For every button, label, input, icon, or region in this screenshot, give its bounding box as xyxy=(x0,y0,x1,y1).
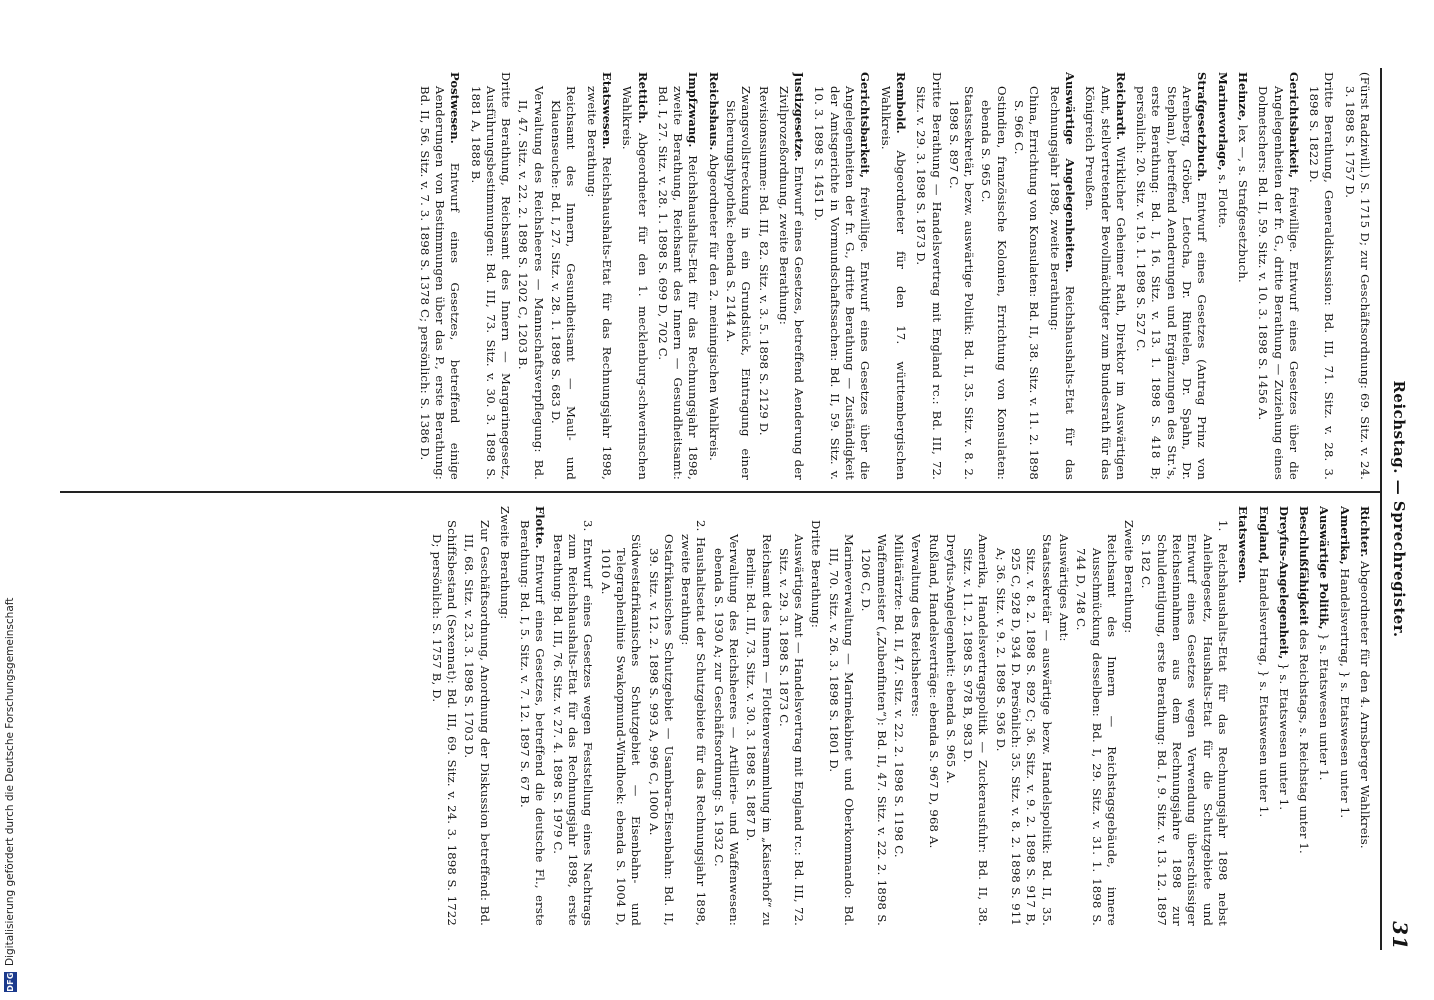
entry-text: Marineverwaltung — Marinekabinet und Oberkommando: Bd. III, 70. Sitz. v. 26. 3. 1898 S. 1801 D. xyxy=(826,534,857,926)
entry-keyword: Rettich. xyxy=(635,72,650,124)
right-column-entry xyxy=(1235,506,1250,926)
right-column-entry xyxy=(1357,506,1372,926)
footer-credit: Digitalisierung gefördert durch die Deutsche Forschungsgemeinschaft xyxy=(4,597,16,966)
left-column-entry xyxy=(583,72,614,480)
entry-text: Ostindien, französische Kolonien, Errichtung von Konsulaten: ebenda S. 965 C. xyxy=(979,86,1009,480)
right-column-entry xyxy=(1138,506,1230,926)
left-column-entry xyxy=(467,72,513,480)
entry-text: Dritte Berathung: xyxy=(809,520,824,629)
entry-text: Verwaltung des Reichsheeres — Mannschaftsverpflegung: Bd. II, 47. Sitz. v. 22. 2. 1898 S. 1202 C, 1203 B. xyxy=(516,86,546,480)
entry-text: Dritte Berathung — Handelsvertrag mit England rc.: Bd. III, 72. Sitz. v. 29. 3. 1898 S. 1873 D. xyxy=(914,72,944,480)
entry-text: Entwurf eines Gesetzes, betreffend die deutsche Fl., erste Berathung: Bd. I, 5. Sitz. v. 7. 12. 1897 S. 67 B. xyxy=(518,520,548,926)
entry-text: Staatssekretär, bezw. auswärtige Politik: Bd. II, 35. Sitz. v. 8. 2. 1898 S. 897 C. xyxy=(946,86,977,480)
entry-keyword: Auswärtige Politik, xyxy=(1317,506,1332,630)
right-column-entry xyxy=(1336,506,1351,926)
running-head-title: Reichstag. — Sprechregister. xyxy=(1390,380,1408,638)
right-column-entry xyxy=(858,506,889,926)
entry-text: Wirklicher Geheimer Rath, Direktor im Auswärtigen Amt, stellvertretender Bevollmächtigter zum Bundesrath für das Königreich Preußen. xyxy=(1083,86,1128,480)
entry-text: Abgeordneter für den 4. Arnsberger Wahlkreis. xyxy=(1358,561,1372,849)
right-column-entry xyxy=(645,506,676,926)
entry-text: Ostafrikanisches Schutzgebiet — Usambara-Eisenbahn: Bd. II, 39. Sitz. v. 12. 2. 1898 S. 993 A, 996 C, 1000 A. xyxy=(646,534,676,926)
entry-text: Reichshaushalts-Etat für das Rechnungsjahr 1898, zweite Berathung: xyxy=(1047,86,1077,480)
right-column-entry xyxy=(549,506,595,926)
entry-text: } s. Etatswesen unter 1. xyxy=(1317,633,1332,781)
entry-text: Abgeordneter für den 17. württembergischen Wahlkreis. xyxy=(878,86,908,480)
entry-text: Reichsamt des Innern — Flottenversammlung im „Kaiserhof“ zu Berlin: Bd. III, 73. Sitz. v. 30. 3. 1898 S. 1887 D. xyxy=(744,534,774,926)
right-column-entry xyxy=(1073,506,1119,926)
right-column-entry xyxy=(461,506,492,926)
left-column-entry xyxy=(755,72,770,480)
digitization-footer xyxy=(0,0,22,1000)
entry-text: Abgeordneter für den 1. mecklenburg-schwerinschen Wahlkreis. xyxy=(620,86,650,480)
right-column-entry xyxy=(1255,506,1270,926)
entry-text: Verwaltung des Reichsheeres: xyxy=(909,534,924,718)
left-column-entry xyxy=(1133,72,1209,480)
right-column-entry xyxy=(597,506,643,926)
entry-text: Handelsvertrag, } s. Etatswesen unter 1. xyxy=(1256,567,1271,818)
column-divider xyxy=(60,491,1380,493)
entry-text: Entwurf eines Gesetzes, betreffend Aenderung der Zivilprozeßordnung, zweite Berathung: xyxy=(776,86,807,480)
left-column-entry xyxy=(416,72,462,480)
right-column-entry xyxy=(1296,506,1311,926)
left-column-entry xyxy=(1082,72,1128,480)
entry-text: Handelsvertrag, } s. Etatswesen unter 1. xyxy=(1337,568,1352,819)
entry-text: Auswärtiges Amt — Handelsvertrag mit England rc.: Bd. III, 72. Sitz. v. 29. 3. 1898 S. 1873 C. xyxy=(776,534,807,926)
entry-text: freiwillige. Entwurf eines Gesetzes über die Angelegenheiten der fr. G., dritte Berathung — Zuziehung eines Dolmetschers: Bd. II, 59. Sitz. v. 10. 3. 1898 S. 1456 A. xyxy=(1256,86,1301,480)
right-column-entry xyxy=(808,506,823,926)
entry-text: Entwurf eines Gesetzes (Antrag Prinz von Arenberg, Gröber, Letocha, Dr. Rintelen, Dr. Spahn, Dr. Stephan), betreffend Aenderungen und Ergänzungen des Str.'s, erste Berathung: Bd. I, 16. Sitz. v. 13. 1. 1898 S. 418 B; persönlich: 20. Sitz. v. 19. 1. 1898 S. 527 C. xyxy=(1134,86,1210,480)
left-column-entry xyxy=(1011,72,1042,480)
entry-text: Militärärzte: Bd. II, 47. Sitz. v. 22. 2. 1898 S. 1198 C. xyxy=(891,534,906,858)
left-column-entry xyxy=(1235,72,1250,480)
left-column-entry xyxy=(978,72,1009,480)
entry-text: Waffenmeister („Zubenfinten“): Bd. II, 47. Sitz. v. 22. 2. 1898 S. 1206 C, D. xyxy=(859,534,889,926)
entry-keyword: Beschlußfähigkeit xyxy=(1297,506,1312,626)
entry-keyword: Strafgesetzbuch. xyxy=(1195,72,1210,182)
left-column-entry xyxy=(1046,72,1077,480)
left-column-entry xyxy=(705,72,720,480)
entry-keyword: Auswärtige Angelegenheiten. xyxy=(1062,72,1077,273)
entry-text: lex —, s. Strafgesetzbuch. xyxy=(1235,124,1250,283)
right-column-entry xyxy=(826,506,857,926)
entry-keyword: Gerichtsbarkeit, xyxy=(858,72,873,179)
left-column-entry xyxy=(1214,72,1229,480)
entry-keyword: Justizgesetze. xyxy=(792,72,807,162)
entry-text: (Fürst Radziwill.) S. 1715 D; zur Geschäftsordnung: 69. Sitz. v. 24. 3. 1898 S. 1757 D. xyxy=(1342,72,1372,480)
entry-keyword: Impfzwang. xyxy=(686,72,701,148)
left-column-entry xyxy=(946,72,977,480)
entry-keyword: Reichardt. xyxy=(1113,72,1128,141)
entry-text: Abgeordneter für den 2. meiningischen Wahlkreis. xyxy=(706,154,721,461)
entry-text: Verwaltung des Reichsheeres — Artillerie- und Waffenwesen: ebenda S. 1930 A; zur Geschäftsordnung: S. 1932 C. xyxy=(711,534,742,926)
left-column-entry xyxy=(723,72,754,480)
right-column-entry xyxy=(908,506,923,926)
right-column-entry xyxy=(1056,506,1071,926)
entry-text: Revisionssumme: Bd. III, 82. Sitz. v. 3. 5. 1898 S. 2129 D. xyxy=(756,86,771,436)
entry-text: Dritte Berathung, Generaldiskussion: Bd. III, 71. Sitz. v. 28. 3. 1898 S. 1822 D. xyxy=(1307,72,1337,480)
right-column-entry xyxy=(1316,506,1331,926)
entry-text: } s. Etatswesen unter 1. xyxy=(1276,662,1291,811)
left-column-entry xyxy=(548,72,579,480)
right-column-entry xyxy=(428,506,459,926)
left-column-entry xyxy=(515,72,546,480)
entry-text: Schiffsbestand (Sexennat): Bd. III, 69. Sitz. v. 24. 3. 1898 S. 1722 D; persönlich: S. 1757 B, D. xyxy=(429,520,459,926)
left-column-entry xyxy=(1306,72,1337,480)
left-column-entry xyxy=(913,72,944,480)
entry-text: Zweite Berathung: xyxy=(497,506,512,620)
entry-text: 2. Haushaltsetat der Schutzgebiete für das Rechnungsjahr 1898, zweite Berathung: xyxy=(679,520,709,926)
left-column xyxy=(60,72,1372,480)
left-column-entry xyxy=(1341,72,1372,480)
entry-keyword: Postwesen. xyxy=(448,72,463,144)
right-column-entry xyxy=(497,506,512,926)
entry-keyword: Etatswesen. xyxy=(1236,506,1251,584)
entry-text: Südwestafrikanisches Schutzgebiet — Eisenbahn- und Telegraphenlinie Swakopmund-Windhoek: ebenda S. 1004 D, 1010 A. xyxy=(598,534,644,926)
entry-text: Zweite Berathung: xyxy=(1122,520,1137,634)
entry-keyword: Heinze, xyxy=(1235,72,1250,122)
right-column-entry xyxy=(925,506,940,926)
entry-keyword: Richter. xyxy=(1358,506,1372,558)
left-column-entry xyxy=(619,72,650,480)
running-head xyxy=(1384,68,1416,950)
entry-keyword: Amerika, xyxy=(1337,506,1352,565)
entry-text: Zur Geschäftsordnung, Anordnung der Diskussion betreffend: Bd. III, 68. Sitz. v. 23. 3. 1898 S. 1703 D. xyxy=(462,520,492,926)
entry-text: Reichshaushalts-Etat für das Rechnungsjahr 1898, zweite Berathung: xyxy=(584,86,614,480)
entry-text: Dritte Berathung, Reichsamt des Innern — Margarinegesetz, Ausführungsbestimmungen: Bd. III, 73. Sitz. v. 30. 3. 1898 S. 1881 A, 1888 B. xyxy=(468,72,514,480)
entry-text: freiwillige. Entwurf eines Gesetzes über die Angelegenheiten der fr. G., dritte Berathung — Zuständigkeit der Amtsgerichte in Vormundschaftssachen: Bd. II, 59. Sitz. v. 10. 3. 1898 S. 1451 D. xyxy=(812,86,873,480)
entry-text: Reichsamt des Innern, Gesundheitsamt — Maul- und Klauenseuche: Bd. I, 27. Sitz. v. 28. 1. 1898 S. 683 D. xyxy=(549,86,579,480)
right-column-entry xyxy=(776,506,807,926)
right-column-entry xyxy=(517,506,548,926)
left-column-entry xyxy=(1255,72,1301,480)
entry-keyword: Reichshaus. xyxy=(706,72,721,151)
right-column-entry xyxy=(960,506,991,926)
right-column-entry xyxy=(1276,506,1291,926)
right-column-entry xyxy=(891,506,906,926)
entry-text: Rußland, Handelsverträge: ebenda S. 967 D, 968 A. xyxy=(926,534,941,849)
right-column-entry xyxy=(743,506,774,926)
entry-text: 3. Entwurf eines Gesetzes wegen Feststellung eines Nachtrags zum Reichshaushalts-Etat für das Rechnungsjahr 1898, erste Berathung: Bd. III, 76. Sitz. v. 27. 4. 1898 S. 1979 C. xyxy=(550,520,596,926)
entry-keyword: England, xyxy=(1256,506,1271,564)
left-column-entry xyxy=(776,72,807,480)
entry-keyword: Dreyfus-Angelegenheit, xyxy=(1276,506,1291,660)
entry-text: Zwangsvollstreckung in ein Grundstück, Eintragung einer Sicherungshypothek: ebenda S. 2144 A. xyxy=(724,86,754,480)
entry-text: Staatssekretär — auswärtige bezw. Handelspolitik: Bd. II, 35. Sitz. v. 8. 2. 1898 S. 892 C; 36. Sitz. v. 9. 2. 1898 S. 917 B, 925 C, 928 D, 934 D. Persönlich: 35. Sitz. v. 8. 2. 1898 S. 911 A; 36. Sitz. v. 9. 2. 1898 S. 936 D. xyxy=(993,534,1054,926)
entry-text: Reichsamt des Innern — Reichstagsgebäude, innere Ausschmückung desselben: Bd. I, 29. Sitz. v. 31. 1. 1898 S. 744 D, 748 C. xyxy=(1074,534,1119,926)
entry-text: 1. Reichshaushalts-Etat für das Rechnungsjahr 1898 nebst Anleihegesetz, Haushalts-Etat für die Schutzgebiete und Entwurf eines Gesetzes wegen Verwendung überschüssiger Reichseinnahmen aus dem Rechnungsjahre 1898 zur Schuldentilgung, erste Berathung: Bd. I, 9. Sitz. v. 13. 12. 1897 S. 182 C. xyxy=(1139,520,1230,926)
entry-keyword: Marinevorlage, xyxy=(1215,72,1230,171)
right-column-entry xyxy=(943,506,958,926)
entry-text: Reichshaushalts-Etat für das Rechnungsjahr 1898, zweite Berathung, Reichsamt des Innern — Gesundheitsamt: Bd. I, 27. Sitz. v. 28. 1. 1898 S. 699 D, 702 C. xyxy=(655,86,701,480)
page-number: 31 xyxy=(1388,921,1412,950)
entry-text: Entwurf eines Gesetzes, betreffend einige Aenderungen von Bestimmungen über das P., erste Berathung: Bd. II, 56. Sitz. v. 7. 3. 1898 S. 1378 C; persönlich: S. 1386 D. xyxy=(417,86,463,480)
left-column-entry xyxy=(655,72,701,480)
entry-keyword: Rembold. xyxy=(893,72,908,134)
entry-text: Amerika, Handelsvertragspolitik — Zuckerausfuhr: Bd. II, 38. Sitz. v. 11. 2. 1898 S. 978 B, 983 D. xyxy=(961,534,991,926)
right-column xyxy=(60,506,1372,926)
entry-keyword: Etatswesen. xyxy=(599,72,614,150)
dfg-logo: DFG xyxy=(6,972,15,992)
entry-text: s. Flotte. xyxy=(1215,174,1230,229)
header-rule xyxy=(1380,68,1382,950)
entry-text: des Reichstags, s. Reichstag unter 1. xyxy=(1297,629,1312,854)
right-column-entry xyxy=(992,506,1053,926)
entry-keyword: Gerichtsbarkeit, xyxy=(1286,72,1301,179)
left-column-entry xyxy=(811,72,872,480)
right-column-entry xyxy=(678,506,709,926)
entry-keyword: Flotte. xyxy=(533,506,548,549)
left-column-entry xyxy=(877,72,908,480)
right-column-entry xyxy=(710,506,741,926)
entry-text: Dreyfus-Angelegenheit: ebenda S. 965 A. xyxy=(943,534,958,784)
entry-text: Auswärtiges Amt: xyxy=(1056,534,1071,642)
entry-text: China, Errichtung von Konsulaten: Bd. II, 38. Sitz. v. 11. 2. 1898 S. 966 C. xyxy=(1012,86,1042,480)
right-column-entry xyxy=(1121,506,1136,926)
